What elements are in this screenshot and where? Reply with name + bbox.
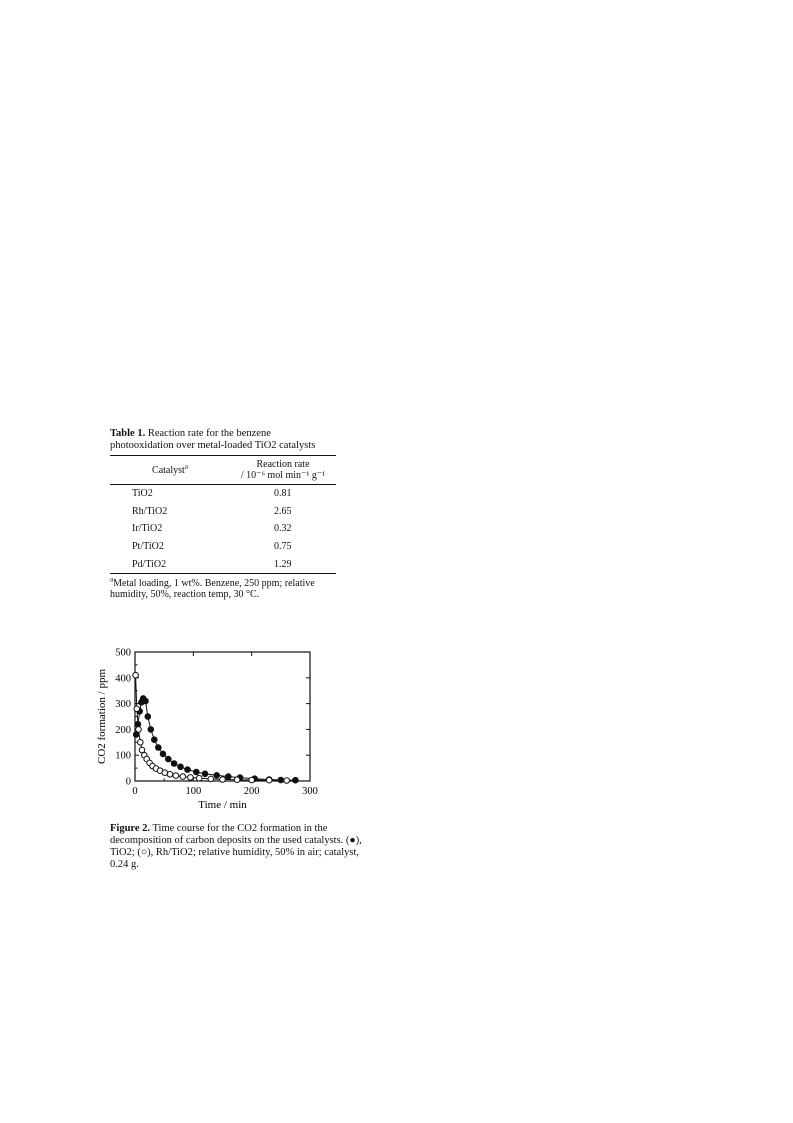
cell-rate: 0.75 — [274, 541, 292, 553]
data-point — [133, 672, 139, 678]
table-row — [110, 485, 336, 503]
table-label: Table 1. — [110, 428, 146, 439]
data-point — [180, 774, 186, 780]
data-point — [143, 698, 149, 704]
data-point — [293, 777, 299, 783]
data-point — [249, 777, 255, 783]
data-point — [226, 774, 232, 780]
data-point — [138, 740, 144, 746]
data-point — [145, 714, 151, 720]
figure-caption — [110, 823, 370, 871]
cell-rate: 2.65 — [274, 505, 292, 517]
chart-points — [133, 672, 298, 783]
data-point — [185, 767, 191, 773]
table-caption — [110, 428, 336, 452]
data-point — [171, 761, 177, 767]
cell-catalyst: Ir/TiO2 — [132, 523, 163, 535]
co2-chart — [80, 640, 330, 820]
cell-catalyst: Rh/TiO2 — [132, 505, 168, 517]
y-tick-label: 500 — [115, 647, 131, 659]
data-point — [220, 777, 226, 783]
header-catalyst: Catalyst$^a$ — [152, 462, 188, 476]
cell-rate: 1.29 — [274, 558, 292, 570]
data-point — [234, 777, 240, 783]
y-tick-label: 300 — [115, 699, 131, 711]
data-point — [148, 727, 154, 733]
table-row — [110, 503, 336, 521]
data-point — [196, 775, 202, 781]
table-title: Reaction rate for the benzene photooxidation over metal-loaded TiO2 catalysts — [110, 428, 316, 451]
data-point — [156, 745, 162, 751]
x-axis-label: Time / min — [198, 799, 247, 811]
data-point — [194, 769, 200, 775]
reaction-rate-table — [110, 455, 336, 574]
cell-rate: 0.32 — [274, 523, 292, 535]
data-point — [202, 771, 208, 777]
data-point — [160, 751, 166, 757]
data-point — [134, 706, 140, 712]
data-point — [167, 772, 173, 778]
table-header-row — [110, 456, 336, 485]
figure-label: Figure 2. — [110, 823, 151, 834]
data-point — [173, 773, 179, 779]
data-point — [214, 773, 220, 779]
data-point — [278, 777, 284, 783]
figure-caption-text: Time course for the CO2 formation in the decomposition of carbon deposits on the used catalysts. (●), TiO2; (○), Rh/TiO2; relative humidity, 50% in air; catalyst, 0.24 g. — [110, 823, 362, 870]
data-point — [136, 727, 142, 733]
data-point — [284, 778, 290, 784]
x-tick-label: 0 — [132, 786, 138, 797]
data-point — [266, 777, 272, 783]
data-point — [178, 764, 184, 770]
table-row — [110, 555, 336, 573]
data-point — [152, 737, 158, 743]
data-point — [188, 775, 194, 781]
y-axis-label: CO2 formation / ppm — [96, 668, 108, 765]
data-point — [208, 776, 214, 782]
cell-catalyst: Pd/TiO2 — [132, 558, 167, 570]
table-row — [110, 538, 336, 556]
x-tick-label: 200 — [243, 786, 260, 797]
chart-curves — [136, 675, 296, 780]
x-tick-label: 300 — [302, 786, 318, 797]
y-tick-label: 100 — [115, 750, 131, 762]
table-row — [110, 520, 336, 538]
y-tick-label: 200 — [115, 724, 131, 736]
cell-catalyst: Pt/TiO2 — [132, 541, 164, 553]
data-point — [166, 756, 172, 762]
cell-catalyst: TiO2 — [132, 488, 153, 500]
x-tick-label: 100 — [185, 786, 202, 797]
header-rate: Reaction rate / 10⁻⁶ mol min⁻¹ g⁻¹ — [240, 459, 326, 481]
cell-rate: 0.81 — [274, 488, 292, 500]
chart-frame — [135, 652, 310, 781]
y-tick-label: 0 — [125, 776, 131, 788]
series-line-rh-tio2 — [136, 675, 287, 780]
y-tick-label: 400 — [115, 673, 131, 685]
table-block — [110, 428, 336, 601]
table-footnote: $^a$Metal loading, 1 wt%. Benzene, 250 ppm; relative humidity, 50%, reaction temp, 30 °C. — [110, 575, 315, 601]
plot-area-border — [135, 652, 310, 781]
